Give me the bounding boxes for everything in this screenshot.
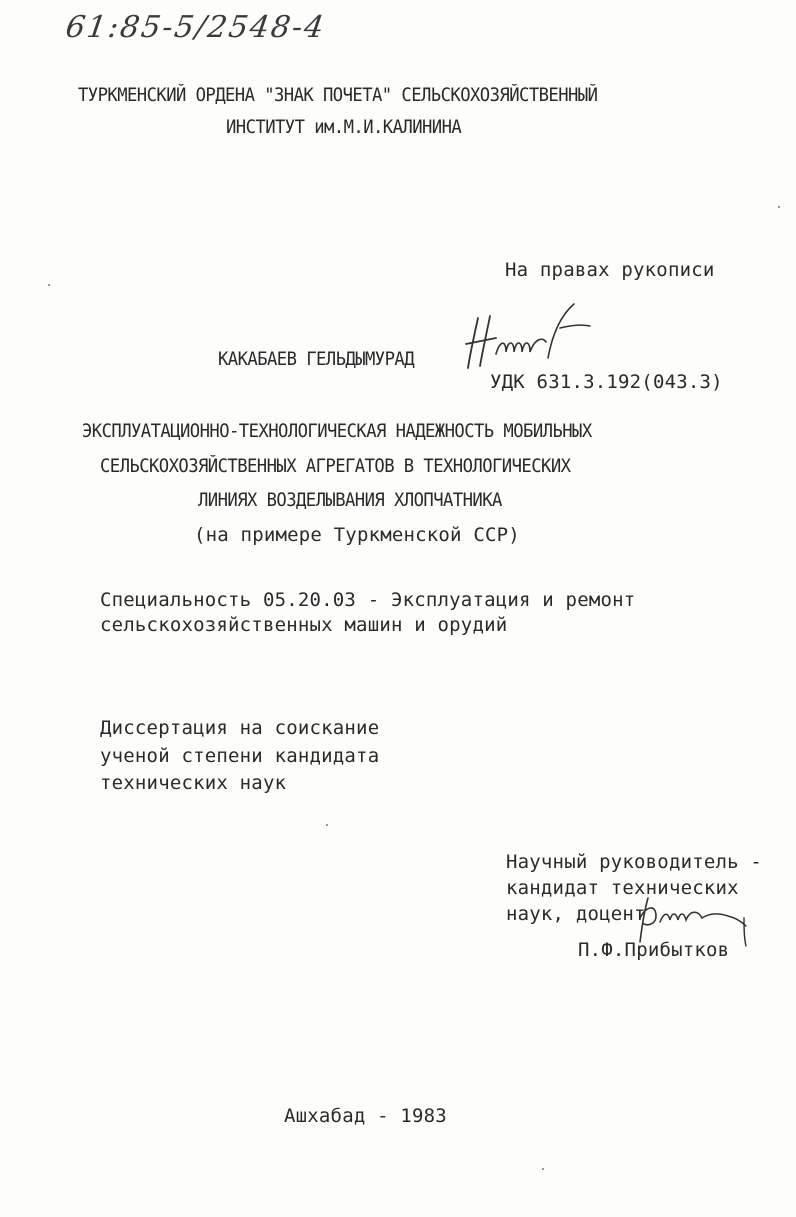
supervisor-name: П.Ф.Прибытков xyxy=(578,939,730,961)
supervisor-line-3: наук, доцент xyxy=(506,903,646,925)
institution-line-2: ИНСТИТУТ им.М.И.КАЛИНИНА xyxy=(226,117,462,138)
author-signature xyxy=(456,296,596,376)
specialty-line-2: сельскохозяйственных машин и орудий xyxy=(100,614,508,636)
scan-speck xyxy=(778,206,780,208)
scan-speck xyxy=(542,1168,544,1170)
title-line-1: ЭКСПЛУАТАЦИОННО-ТЕХНОЛОГИЧЕСКАЯ НАДЕЖНОСТЬ МОБИЛЬНЫХ xyxy=(82,421,592,442)
dissertation-line-2: ученой степени кандидата xyxy=(100,745,380,767)
dissertation-line-3: технических наук xyxy=(100,772,287,794)
archive-mark: 61:85-5/2548-4 xyxy=(63,10,328,45)
specialty-line-1: Специальность 05.20.03 - Эксплуатация и ремонт xyxy=(100,589,636,611)
supervisor-line-2: кандидат технических xyxy=(506,877,739,899)
institution-line-1: ТУРКМЕНСКИЙ ОРДЕНА "ЗНАК ПОЧЕТА" СЕЛЬСКОХОЗЯЙСТВЕННЫЙ xyxy=(78,85,598,106)
scan-speck xyxy=(326,824,328,826)
udc-code: УДК 631.3.192(043.3) xyxy=(490,371,723,393)
author-name: КАКАБАЕВ ГЕЛЬДЫМУРАД xyxy=(218,349,415,370)
title-line-2: СЕЛЬСКОХОЗЯЙСТВЕННЫХ АГРЕГАТОВ В ТЕХНОЛОГИЧЕСКИХ xyxy=(100,456,571,477)
title-line-3: ЛИНИЯХ ВОЗДЕЛЫВАНИЯ ХЛОПЧАТНИКА xyxy=(198,490,502,511)
dissertation-line-1: Диссертация на соискание xyxy=(100,717,380,739)
scan-speck xyxy=(48,284,50,286)
supervisor-line-1: Научный руководитель - xyxy=(506,851,763,873)
manuscript-rights: На правах рукописи xyxy=(505,259,715,281)
title-subtitle: (на примере Туркменской ССР) xyxy=(194,524,520,546)
city-year: Ашхабад - 1983 xyxy=(284,1105,447,1127)
